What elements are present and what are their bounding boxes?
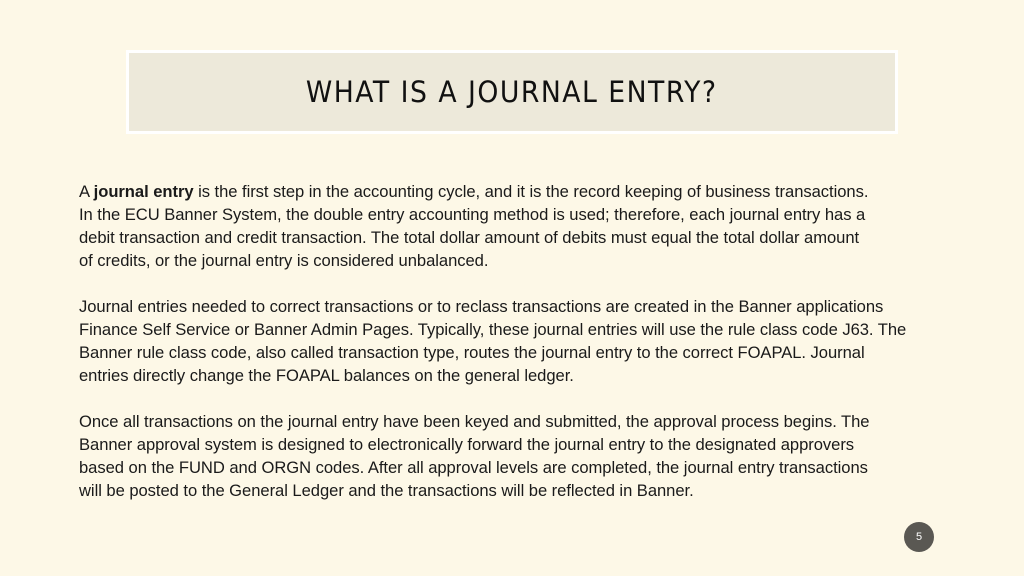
page-number: 5 [915,531,923,543]
text-line: entries directly change the FOAPAL balances on the general ledger. [79,366,574,385]
text-line: In the ECU Banner System, the double entry accounting method is used; therefore, each journal entry has a [79,205,866,224]
text-line: of credits, or the journal entry is considered unbalanced. [79,251,489,270]
title-box [126,50,898,134]
text-line [79,180,959,203]
paragraph-definition [79,180,959,272]
text-line: Finance Self Service or Banner Admin Pages. Typically, these journal entries will use the rule class code J63. The [79,320,907,339]
text-line: will be posted to the General Ledger and the transactions will be reflected in Banner. [79,481,694,500]
paragraph-creation [79,295,959,387]
text-line: Journal entries needed to correct transactions or to reclass transactions are created in the Banner applications [79,297,884,316]
text-line: Banner rule class code, also called transaction type, routes the journal entry to the correct FOAPAL. Journal [79,343,865,362]
text-segment: is the first step in the accounting cycle, and it is the record keeping of business transactions. [193,182,869,201]
page-number-badge [904,522,934,552]
text-line: Banner approval system is designed to electronically forward the journal entry to the designated approvers [79,435,855,454]
text-line: Once all transactions on the journal entry have been keyed and submitted, the approval process begins. The [79,412,870,431]
bold-term: journal entry [93,182,194,201]
text-line: based on the FUND and ORGN codes. After all approval levels are completed, the journal entry transactions [79,458,868,477]
paragraph-approval [79,410,959,502]
slide-body [79,180,959,525]
slide-title: WHAT IS A JOURNAL ENTRY? [306,75,718,109]
text-line: debit transaction and credit transaction. The total dollar amount of debits must equal the total dollar amount [79,228,860,247]
text-segment: A [79,182,94,201]
